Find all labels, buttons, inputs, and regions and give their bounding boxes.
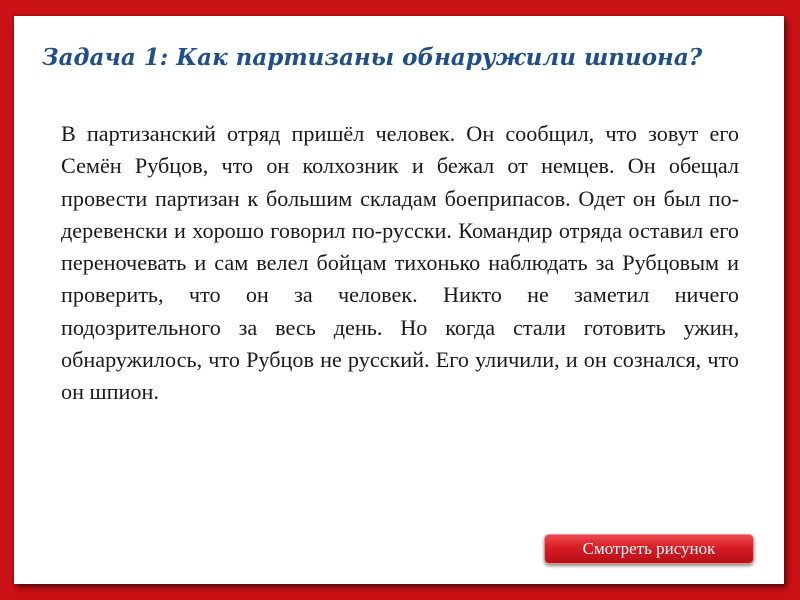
- slide-title: Задача 1: Как партизаны обнаружили шпиона?: [42, 44, 703, 71]
- task-text: В партизанский отряд пришёл человек. Он сообщил, что зовут его Семён Рубцов, что он колхозник и бежал от немцев. Он обещал провести партизан к большим складам боеприпасов. Одет он был по-деревенски и хорошо говорил по-русски. Командир отряда оставил его переночевать и сам велел бойцам тихонько наблюдать за Рубцовым и проверить, что он за человек. Никто не заметил ничего подозрительного за весь день. Но когда стали готовить ужин, обнаружилось, что Рубцов не русский. Его уличили, и он сознался, что он шпион.: [61, 121, 739, 405]
- view-picture-button[interactable]: Смотреть рисунок: [544, 534, 754, 564]
- slide-content-panel: [14, 16, 784, 584]
